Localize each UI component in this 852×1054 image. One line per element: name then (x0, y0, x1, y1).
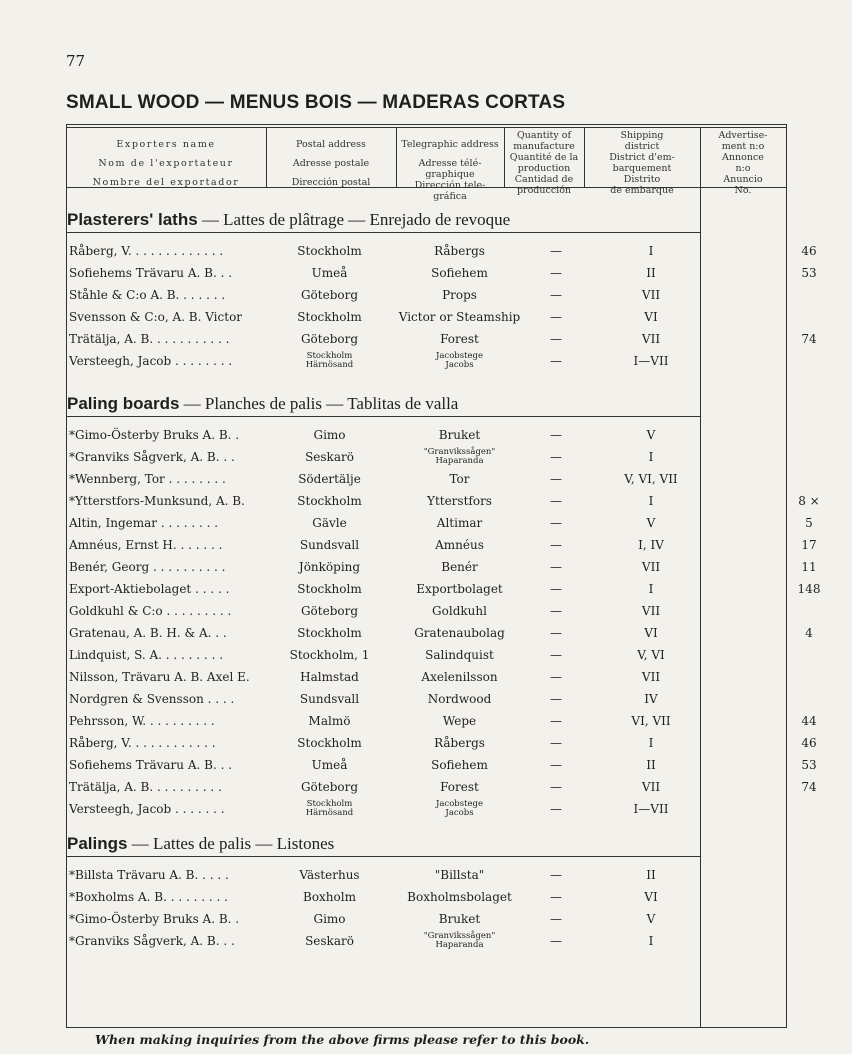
quantity: — (550, 428, 562, 442)
exporter-name: Sofiehems Trävaru A. B. . . (69, 266, 233, 280)
footer-note: When making inquiries from the above firms please refer to this book. (95, 1032, 590, 1047)
exporter-name: Sofiehems Trävaru A. B. . . (69, 758, 233, 772)
header-exporter-fr: Nom de l'exportateur (98, 158, 234, 169)
section-title-paling-boards (67, 394, 458, 414)
telegraphic-address: Tor (449, 472, 470, 486)
telegraphic-address: "Granvikssågen" Haparanda (423, 447, 496, 466)
quantity: — (550, 244, 562, 258)
telegraphic-address: Goldkuhl (432, 604, 487, 618)
quantity: — (550, 332, 562, 346)
telegraphic-address: Amnéus (435, 538, 484, 552)
telegraphic-address: Sofiehem (431, 758, 488, 772)
header-tele-es-1: Dirección tele- (414, 180, 486, 191)
header-tele-fr-1: Adresse télé- (418, 158, 482, 169)
telegraphic-address: Forest (440, 780, 479, 794)
header-quantity (504, 130, 584, 196)
shipping-district: VII (641, 670, 661, 684)
shipping-district: I (648, 934, 654, 948)
table-row (66, 534, 817, 556)
section-title-bold: Paling boards (67, 394, 180, 413)
advertisement-number: 53 (801, 266, 817, 280)
section-title-plasterers-laths (67, 210, 510, 230)
telegraphic-address: Nordwood (427, 692, 492, 706)
exporter-name: Svensson & C:o, A. B. Victor (69, 310, 243, 324)
telegraphic-address: Exportbolaget (416, 582, 503, 596)
postal-address: Västerhus (299, 868, 360, 882)
quantity: — (550, 450, 562, 464)
table-top-rule-2 (66, 127, 786, 128)
quantity: — (550, 538, 562, 552)
exporter-name: *Wennberg, Tor . . . . . . . . (69, 472, 226, 486)
header-qty-en-1: Quantity of (517, 130, 571, 141)
quantity: — (550, 648, 562, 662)
advertisement-number: 44 (801, 714, 817, 728)
telegraphic-address: Bruket (438, 428, 481, 442)
postal-address: Stockholm, 1 (289, 648, 370, 662)
header-adv-es-1: Anuncio (723, 174, 763, 185)
exporter-name: *Billsta Trävaru A. B. . . . . (69, 868, 229, 882)
table-row (66, 908, 786, 930)
telegraphic-address: Bruket (438, 912, 481, 926)
header-qty-fr-2: production (517, 163, 571, 174)
shipping-district: IV (644, 692, 658, 706)
exporter-name: Pehrsson, W. . . . . . . . . . (69, 714, 215, 728)
shipping-district: I (648, 450, 654, 464)
table-row (66, 328, 817, 350)
postal-address: Göteborg (300, 780, 359, 794)
postal-address: Södertälje (298, 472, 361, 486)
postal-address: Gimo (313, 912, 346, 926)
telegraphic-address: Jacobstege Jacobs (435, 351, 484, 370)
table-right-rule (786, 124, 787, 1028)
postal-address: Halmstad (300, 670, 359, 684)
quantity: — (550, 472, 562, 486)
quantity: — (550, 582, 562, 596)
postal-address: Sundsvall (299, 692, 360, 706)
telegraphic-address: Salindquist (425, 648, 494, 662)
quantity: — (550, 354, 562, 368)
shipping-district: I—VII (633, 354, 669, 368)
quantity: — (550, 934, 562, 948)
header-tele-es-2: gráfica (433, 191, 467, 202)
exporter-name: Goldkuhl & C:o . . . . . . . . . (69, 604, 232, 618)
exporter-name: Råberg, V. . . . . . . . . . . . . (69, 244, 224, 258)
header-ship-es-1: Distrito (623, 174, 661, 185)
header-adv-en-1: Advertise- (718, 130, 768, 141)
table-row (66, 350, 786, 372)
shipping-district: I—VII (633, 802, 669, 816)
advertisement-number: 74 (801, 332, 817, 346)
exporter-name: Råberg, V. . . . . . . . . . . . (69, 736, 216, 750)
header-telegraphic (396, 139, 504, 202)
postal-address: Malmö (308, 714, 351, 728)
shipping-district: II (646, 868, 656, 882)
telegraphic-address: Wepe (442, 714, 477, 728)
table-row (66, 798, 786, 820)
advertisement-number: 11 (801, 560, 817, 574)
header-ship-fr-2: barquement (612, 163, 672, 174)
header-adv-fr-1: Annonce (722, 152, 764, 163)
exporter-name: Ståhle & C:o A. B. . . . . . . (69, 288, 226, 302)
header-adv-fr-2: n:o (735, 163, 751, 174)
postal-address: Göteborg (300, 288, 359, 302)
shipping-district: I (648, 494, 654, 508)
header-qty-es-1: Cantidad de (514, 174, 574, 185)
table-row (66, 262, 817, 284)
telegraphic-address: Victor or Steamship (398, 310, 521, 324)
advertisement-number: 74 (801, 780, 817, 794)
postal-address: Göteborg (300, 332, 359, 346)
page-number: 77 (66, 52, 86, 70)
table-row (66, 864, 786, 886)
section-title-bold: Palings (67, 834, 128, 853)
exporter-name: *Ytterstfors-Munksund, A. B. (69, 494, 245, 508)
header-qty-es-2: producción (516, 185, 572, 196)
table-top-rule (66, 124, 786, 125)
postal-address: Umeå (311, 266, 348, 280)
shipping-district: V (646, 516, 656, 530)
postal-address: Sundsvall (299, 538, 360, 552)
postal-address: Boxholm (303, 890, 356, 904)
quantity: — (550, 868, 562, 882)
telegraphic-address: Råbergs (434, 736, 485, 750)
header-exporter-en: Exporters name (116, 139, 216, 150)
telegraphic-address: Altimar (436, 516, 483, 530)
advertisement-number: 148 (797, 582, 821, 596)
telegraphic-address: Forest (440, 332, 479, 346)
postal-address: Gimo (313, 428, 346, 442)
quantity: — (550, 604, 562, 618)
table-row (66, 490, 820, 512)
postal-address: Gävle (312, 516, 347, 530)
table-row (66, 710, 817, 732)
quantity: — (550, 802, 562, 816)
exporter-name: Versteegh, Jacob . . . . . . . . (69, 354, 233, 368)
exporter-name: Trätälja, A. B. . . . . . . . . . (69, 780, 222, 794)
exporter-name: Trätälja, A. B. . . . . . . . . . . (69, 332, 230, 346)
shipping-district: V (646, 428, 656, 442)
advertisement-number: 5 (805, 516, 813, 530)
section-rule (66, 856, 700, 857)
shipping-district: VII (641, 288, 661, 302)
section-rule (66, 232, 700, 233)
exporter-name: Nilsson, Trävaru A. B. Axel E. (69, 670, 250, 684)
section-title-rest: — Lattes de plâtrage — Enrejado de revoque (197, 210, 511, 229)
table-row (66, 240, 817, 262)
header-tele-fr-2: graphique (425, 169, 475, 180)
table-row (66, 688, 786, 710)
quantity: — (550, 310, 562, 324)
quantity: — (550, 692, 562, 706)
shipping-district: V, VI (637, 648, 665, 662)
exporter-name: *Granviks Sågverk, A. B. . . (69, 450, 235, 464)
table-row (66, 886, 786, 908)
shipping-district: VI (644, 890, 658, 904)
exporter-name: *Gimo-Österby Bruks A. B. . (69, 428, 240, 442)
postal-address: Stockholm (297, 494, 362, 508)
table-bottom-rule (66, 1027, 786, 1028)
postal-address: Seskarö (305, 450, 354, 464)
table-row (66, 644, 786, 666)
header-ship-es-2: de embarque (610, 185, 674, 196)
header-adv-en-2: ment n:o (721, 141, 765, 152)
table-row (66, 930, 786, 952)
advertisement-number: 4 (805, 626, 813, 640)
postal-address: Jönköping (298, 560, 361, 574)
postal-address: Stockholm (297, 736, 362, 750)
section-title-palings (67, 834, 334, 854)
table-row (66, 284, 786, 306)
table-row (66, 600, 786, 622)
table-row (66, 306, 786, 328)
header-exporter (66, 139, 266, 188)
exporter-name: Benér, Georg . . . . . . . . . . (69, 560, 226, 574)
header-ship-en-2: district (624, 141, 660, 152)
quantity: — (550, 516, 562, 530)
shipping-district: V (646, 912, 656, 926)
header-postal-es: Dirección postal (291, 177, 371, 188)
shipping-district: VI, VII (631, 714, 671, 728)
postal-address: Göteborg (300, 604, 359, 618)
shipping-district: I, IV (638, 538, 664, 552)
postal-address: Stockholm (297, 244, 362, 258)
telegraphic-address: Jacobstege Jacobs (435, 799, 484, 818)
exporter-name: *Granviks Sågverk, A. B. . . (69, 934, 235, 948)
header-shipping (584, 130, 700, 196)
telegraphic-address: Ytterstfors (427, 494, 492, 508)
advertisement-number: 8 × (798, 494, 820, 508)
table-row (66, 622, 813, 644)
telegraphic-address: Sofiehem (431, 266, 488, 280)
telegraphic-address: Råbergs (434, 244, 485, 258)
postal-address: Stockholm Härnösand (305, 799, 354, 818)
quantity: — (550, 714, 562, 728)
postal-address: Umeå (311, 758, 348, 772)
exporter-name: *Boxholms A. B. . . . . . . . . (69, 890, 228, 904)
table-row (66, 468, 786, 490)
header-postal (266, 139, 396, 188)
advertisement-number: 46 (801, 736, 817, 750)
header-qty-en-2: manufacture (513, 141, 575, 152)
quantity: — (550, 670, 562, 684)
postal-address: Stockholm (297, 582, 362, 596)
shipping-district: II (646, 758, 656, 772)
telegraphic-address: Props (442, 288, 477, 302)
quantity: — (550, 266, 562, 280)
exporter-name: Nordgren & Svensson . . . . (69, 692, 235, 706)
exporter-name: Lindquist, S. A. . . . . . . . . (69, 648, 224, 662)
header-postal-en: Postal address (296, 139, 366, 150)
section-rule (66, 416, 700, 417)
postal-address: Stockholm (297, 310, 362, 324)
header-tele-en: Telegraphic address (401, 139, 499, 150)
postal-address: Stockholm Härnösand (305, 351, 354, 370)
table-row (66, 732, 817, 754)
quantity: — (550, 288, 562, 302)
page-title: SMALL WOOD — MENUS BOIS — MADERAS CORTAS (66, 92, 566, 113)
shipping-district: VII (641, 780, 661, 794)
exporter-name: Versteegh, Jacob . . . . . . . (69, 802, 225, 816)
shipping-district: I (648, 244, 654, 258)
advertisement-number: 46 (801, 244, 817, 258)
table-row (66, 754, 817, 776)
table-row (66, 776, 817, 798)
header-adv-es-2: No. (734, 185, 752, 196)
header-exporter-es: Nombre del exportador (92, 177, 240, 188)
exporter-name: *Gimo-Österby Bruks A. B. . (69, 912, 240, 926)
header-postal-fr: Adresse postale (292, 158, 370, 169)
shipping-district: I (648, 582, 654, 596)
table-row (66, 578, 821, 600)
table-row (66, 666, 786, 688)
table-row (66, 512, 813, 534)
quantity: — (550, 758, 562, 772)
section-title-rest: — Planches de palis — Tablitas de valla (179, 394, 459, 413)
header-qty-fr-1: Quantité de la (509, 152, 579, 163)
section-title-rest: — Lattes de palis — Listones (127, 834, 335, 853)
telegraphic-address: Benér (441, 560, 478, 574)
quantity: — (550, 912, 562, 926)
telegraphic-address: Boxholmsbolaget (407, 890, 512, 904)
shipping-district: VI (644, 626, 658, 640)
quantity: — (550, 626, 562, 640)
telegraphic-address: Axelenilsson (421, 670, 498, 684)
table-row (66, 446, 786, 468)
quantity: — (550, 494, 562, 508)
postal-address: Seskarö (305, 934, 354, 948)
quantity: — (550, 560, 562, 574)
exporter-name: Export-Aktiebolaget . . . . . (69, 582, 230, 596)
shipping-district: I (648, 736, 654, 750)
advertisement-number: 17 (801, 538, 817, 552)
quantity: — (550, 890, 562, 904)
table-row (66, 556, 817, 578)
table-row (66, 424, 786, 446)
shipping-district: VII (641, 332, 661, 346)
postal-address: Stockholm (297, 626, 362, 640)
advertisement-number: 53 (801, 758, 817, 772)
exporter-name: Altin, Ingemar . . . . . . . . (69, 516, 219, 530)
shipping-district: VII (641, 604, 661, 618)
header-ship-fr-1: District d'em- (609, 152, 675, 163)
quantity: — (550, 736, 562, 750)
quantity: — (550, 780, 562, 794)
telegraphic-address: Gratenaubolag (414, 626, 505, 640)
telegraphic-address: "Granvikssågen" Haparanda (423, 931, 496, 950)
shipping-district: II (646, 266, 656, 280)
header-advertisement (700, 130, 786, 196)
shipping-district: VII (641, 560, 661, 574)
shipping-district: V, VI, VII (624, 472, 678, 486)
shipping-district: VI (644, 310, 658, 324)
header-ship-en-1: Shipping (620, 130, 664, 141)
section-title-bold: Plasterers' laths (67, 210, 198, 229)
exporter-name: Amnéus, Ernst H. . . . . . . (69, 538, 223, 552)
exporter-name: Gratenau, A. B. H. & A. . . (69, 626, 227, 640)
telegraphic-address: "Billsta" (434, 868, 485, 882)
